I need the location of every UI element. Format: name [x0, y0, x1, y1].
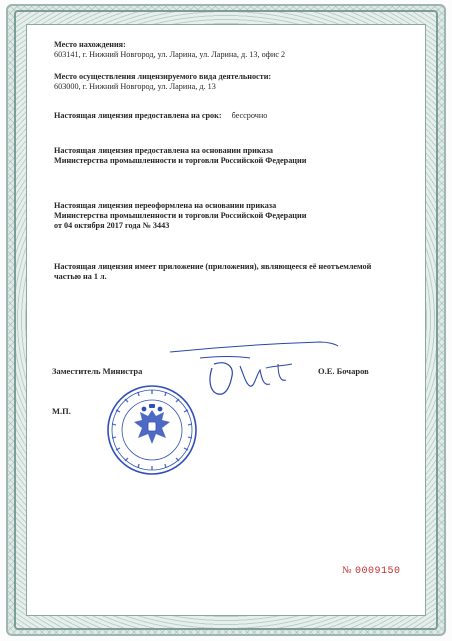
official-seal [104, 382, 200, 478]
basis-line-2: Министерства промышленности и торговли Российской Федерации [54, 156, 307, 165]
reissue-line-3: от 04 октября 2017 года № 3443 [54, 221, 170, 230]
activity-value: 603000, г. Нижний Новгород, ул. Ларина, д. 13 [54, 82, 216, 91]
deputy-minister-title: Заместитель Министра [52, 366, 143, 376]
annex-section [54, 262, 371, 282]
signatory-name: О.Е. Бочаров [318, 366, 369, 376]
serial-value: 0009150 [355, 566, 401, 577]
serial-number [342, 565, 401, 577]
basis-line-1: Настоящая лицензия предоставлена на основании приказа [54, 146, 273, 155]
term-section [54, 111, 267, 121]
location-section [54, 40, 285, 60]
reissue-section [54, 201, 306, 231]
basis-section [54, 146, 306, 166]
reissue-line-1: Настоящая лицензия переоформлена на основании приказа [54, 201, 277, 210]
reissue-line-2: Министерства промышленности и торговли Российской Федерации [54, 211, 307, 220]
serial-prefix: № [342, 565, 353, 576]
location-label: Место нахождения: [54, 40, 126, 49]
activity-section [54, 72, 271, 92]
location-value: 603141, г. Нижний Новгород, ул. Ларина, ул. Ларина, д. 13, офис 2 [54, 50, 286, 59]
term-label: Настоящая лицензия предоставлена на срок: [54, 111, 222, 120]
annex-line-2: частью на 1 л. [54, 272, 107, 281]
annex-line-1: Настоящая лицензия имеет приложение (приложения), являющееся её неотъемлемой [54, 262, 372, 271]
term-value: бессрочно [231, 111, 268, 120]
activity-label: Место осуществления лицензируемого вида деятельности: [54, 72, 272, 81]
stamp-place-label: М.П. [52, 406, 71, 416]
